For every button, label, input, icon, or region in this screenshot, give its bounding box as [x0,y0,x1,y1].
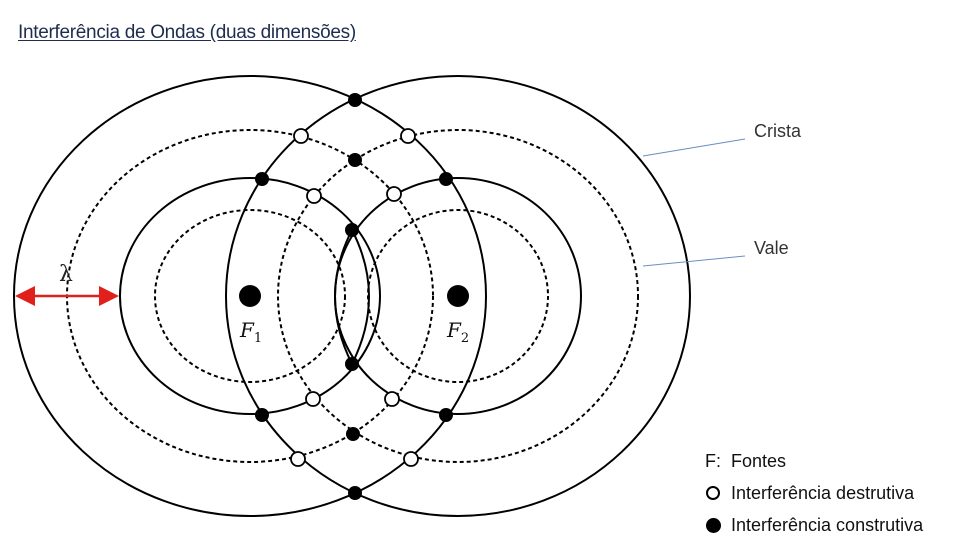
crista-pointer-line [643,139,745,156]
legend-construtiva-key [705,518,731,533]
legend-row-fontes [705,445,923,477]
constructive-point [348,486,362,500]
constructive-point [255,408,269,422]
constructive-point [348,93,362,107]
legend-construtiva-label: Interferência construtiva [731,514,924,535]
constructive-point [345,357,359,371]
legend-destrutiva-label: Interferência destrutiva [731,482,915,503]
source-letter: F [240,318,254,342]
constructive-point [439,408,453,422]
source-f2 [447,285,469,307]
constructive-point [439,172,453,186]
legend [705,445,923,541]
legend-fontes-key: F: [705,450,721,471]
destructive-point [387,187,401,201]
filled-circle-icon [706,518,721,533]
constructive-point [348,153,362,167]
vale-pointer-line [643,256,745,266]
destructive-point [401,129,415,143]
source-f1 [239,285,261,307]
legend-fontes-label: Fontes [731,450,787,471]
legend-destrutiva-key [705,486,731,500]
destructive-points [291,129,418,466]
constructive-points [255,93,453,500]
vale-label: Vale [754,238,789,258]
source-label-f2 [447,318,469,346]
central-crest-arc-right [352,230,369,364]
destructive-point [291,452,305,466]
source-index: 1 [253,331,263,346]
legend-row-destrutiva [705,477,923,509]
open-circle-icon [706,486,720,500]
destructive-point [306,392,320,406]
destructive-point [404,452,418,466]
destructive-point [307,189,321,203]
constructive-point [255,172,269,186]
lambda-label: λ [59,262,73,287]
source-label-f1 [240,318,262,346]
page-title: Interferência de Ondas (duas dimensões) [18,22,356,43]
constructive-point [346,427,360,441]
crista-label: Crista [754,121,802,141]
destructive-point [294,129,308,143]
destructive-point [385,392,399,406]
source-index: 2 [460,331,470,346]
constructive-point [345,223,359,237]
central-crest-arc-left [335,230,352,364]
legend-row-construtiva [705,509,923,541]
source-letter: F [447,318,461,342]
